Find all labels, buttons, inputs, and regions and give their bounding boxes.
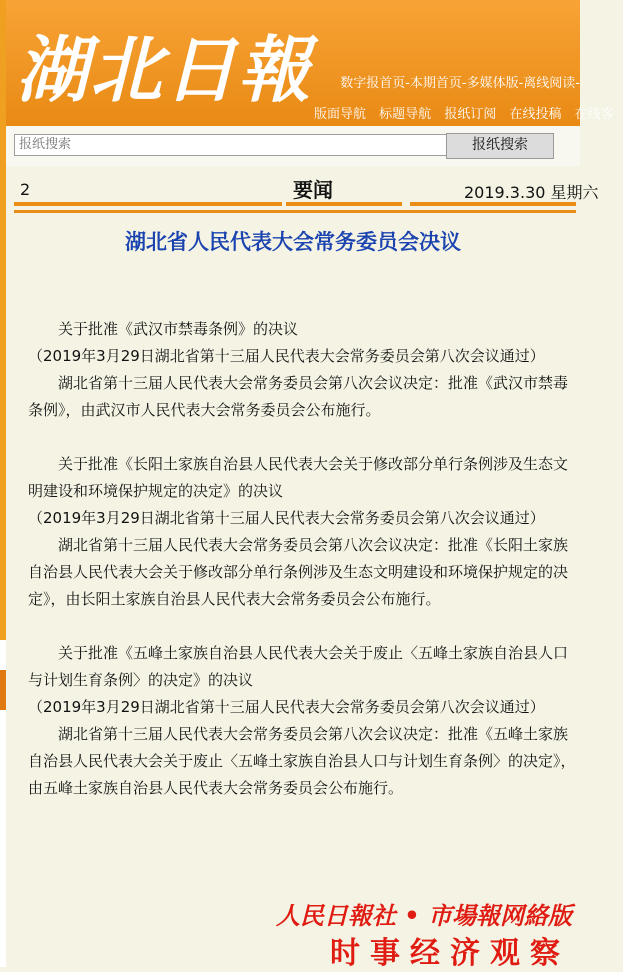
nav-item-titles[interactable]: 标题导航 xyxy=(379,107,432,122)
page-info-bar xyxy=(6,166,599,224)
top-links[interactable]: 数字报首页-本期首页-多媒体版-离线阅读- xyxy=(340,76,580,91)
article-paragraph: 关于批准《长阳土家族自治县人民代表大会关于修改部分单行条例涉及生态文明建设和环境保护规定的决定》的决议 xyxy=(28,455,569,500)
search-bar xyxy=(6,126,580,166)
page-number: 2 xyxy=(20,180,31,199)
divider-center xyxy=(286,202,402,206)
divider-right xyxy=(410,202,576,206)
paragraph-gap xyxy=(28,424,576,451)
section-title: 要闻 xyxy=(293,178,333,202)
article-paragraph: （2019年3月29日湖北省第十三届人民代表大会常务委员会第八次会议通过） xyxy=(28,347,545,365)
article-paragraph: 关于批准《五峰土家族自治县人民代表大会关于废止〈五峰土家族自治县人口与计划生育条例〉的决定》的决议 xyxy=(28,644,569,689)
nav-item-subscribe[interactable]: 报纸订阅 xyxy=(444,107,497,122)
issue-date: 2019.3.30 星期六 xyxy=(464,183,599,202)
article-paragraph: （2019年3月29日湖北省第十三届人民代表大会常务委员会第八次会议通过） xyxy=(28,698,545,716)
nav-links xyxy=(314,103,614,123)
article-paragraph: 湖北省第十三届人民代表大会常务委员会第八次会议决定：批准《五峰土家族自治县人民代表大会关于废止〈五峰土家族自治县人口与计划生育条例〉的决定》，由五峰土家族自治县人民代表大会常务委员会公布施行。 xyxy=(28,725,576,797)
nav-item-submit[interactable]: 在线投稿 xyxy=(509,107,562,122)
article-paragraph: （2019年3月29日湖北省第十三届人民代表大会常务委员会第八次会议通过） xyxy=(28,509,545,527)
article-title: 湖北省人民代表大会常务委员会决议 xyxy=(125,230,461,254)
footer-brand-logo[interactable]: 人民日報社 • 市場報网絡版 xyxy=(275,901,572,930)
left-edge-mark xyxy=(0,670,6,710)
site-header xyxy=(6,0,614,126)
article-paragraph: 关于批准《武汉市禁毒条例》的决议 xyxy=(58,320,299,338)
divider-left xyxy=(14,202,282,206)
article-paragraph: 湖北省第十三届人民代表大会常务委员会第八次会议决定：批准《长阳土家族自治县人民代表大会关于修改部分单行条例涉及生态文明建设和环境保护规定的决定》，由长阳土家族自治县人民代表大会常务委员会公布施行。 xyxy=(28,536,569,608)
article-paragraph: 湖北省第十三届人民代表大会常务委员会第八次会议决定：批准《武汉市禁毒条例》，由武汉市人民代表大会常务委员会公布施行。 xyxy=(28,374,569,419)
search-input[interactable] xyxy=(14,134,448,156)
search-button[interactable]: 报纸搜索 xyxy=(446,133,554,159)
paragraph-gap xyxy=(28,613,576,640)
divider-lower xyxy=(14,210,576,213)
nav-item-service[interactable]: 在线客 xyxy=(574,107,614,122)
site-logo[interactable]: 湖北日報 xyxy=(16,27,313,112)
nav-item-layout[interactable]: 版面导航 xyxy=(314,107,367,122)
footer-slogan: 时事经济观察 xyxy=(330,936,570,971)
article-body xyxy=(28,316,576,802)
